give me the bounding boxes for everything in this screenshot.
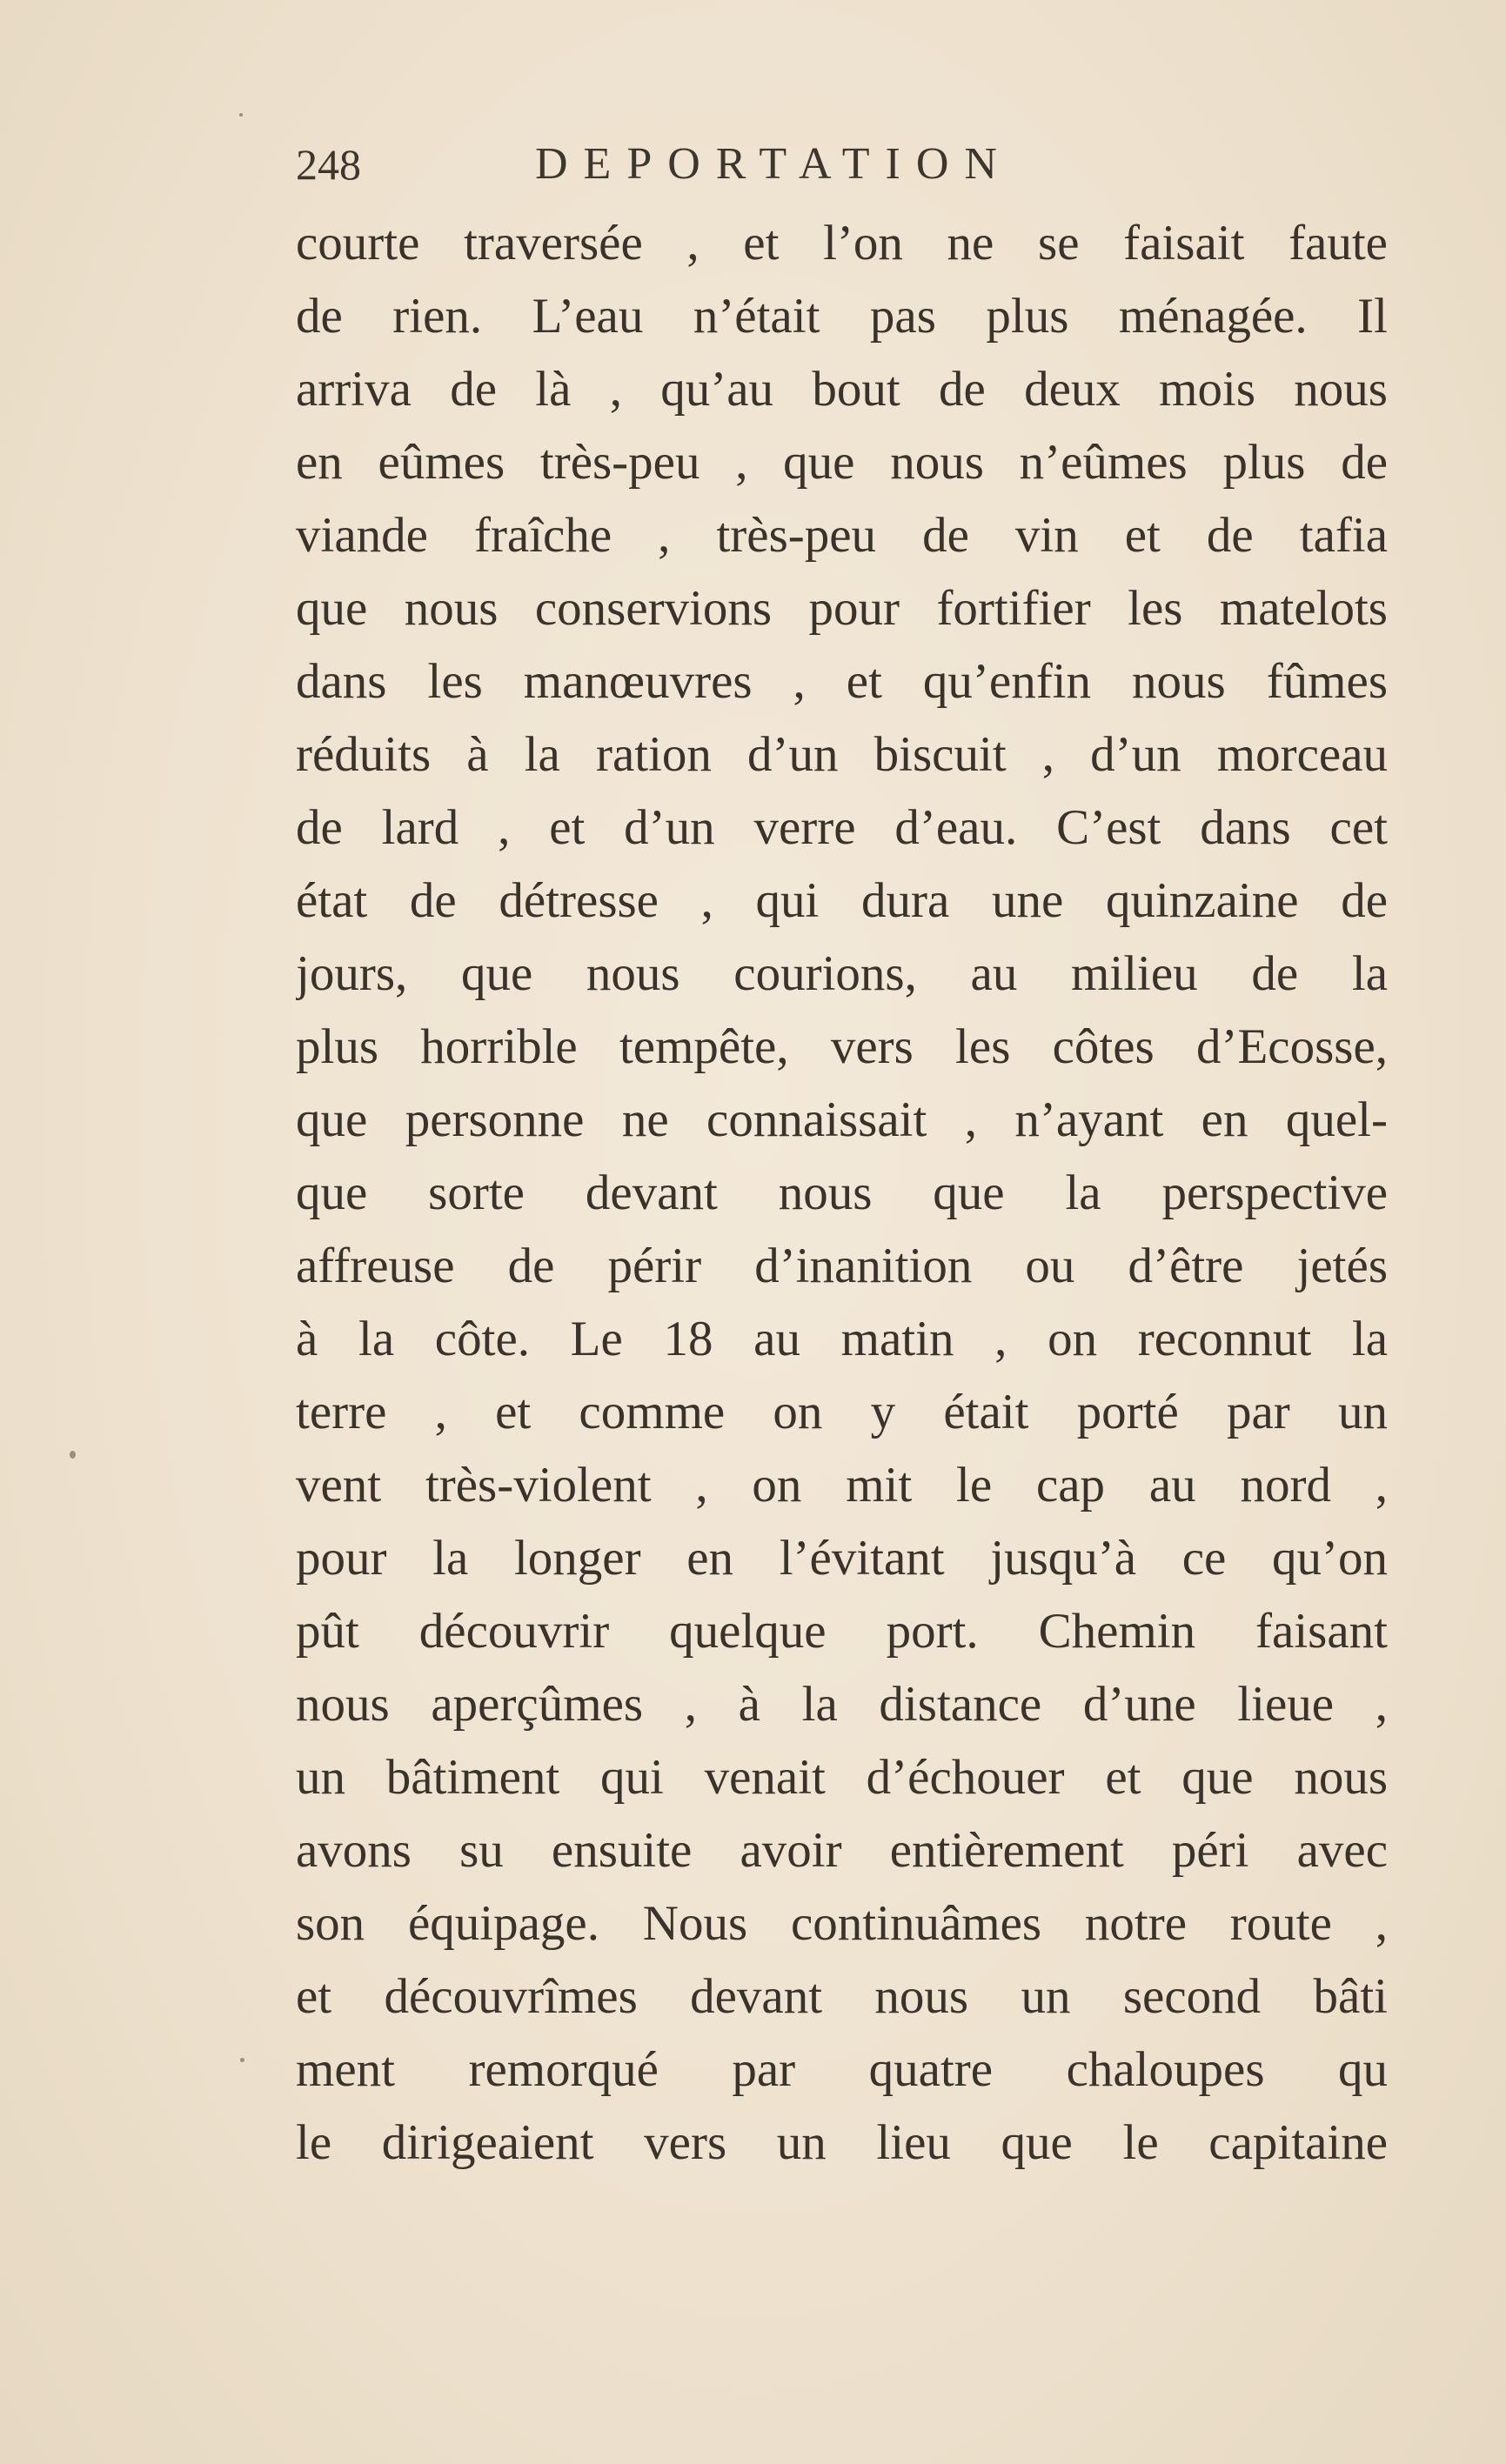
text-line: un bâtiment qui venait d’échouer et que nous xyxy=(296,1750,1388,1805)
text-line: ment remorqué par quatre chaloupes qu xyxy=(296,2042,1388,2097)
text-line: vent très-violent , on mit le cap au nord , xyxy=(296,1458,1388,1512)
text-line: dans les manœuvres , et qu’enfin nous fûmes xyxy=(296,654,1388,709)
text-line: de lard , et d’un verre d’eau. C’est dans cet xyxy=(296,800,1388,855)
text-line: réduits à la ration d’un biscuit , d’un morceau xyxy=(296,727,1388,782)
text-line: avons su ensuite avoir entièrement péri avec xyxy=(296,1823,1388,1878)
paper-speck xyxy=(70,1451,76,1459)
text-line: que personne ne connaissait , n’ayant en quel- xyxy=(296,1092,1388,1147)
text-line: et découvrîmes devant nous un second bâti xyxy=(296,1969,1388,2024)
page-header xyxy=(296,135,1166,196)
text-line: en eûmes très-peu , que nous n’eûmes plus de xyxy=(296,435,1388,490)
paper-speck xyxy=(239,113,243,117)
text-line: arriva de là , qu’au bout de deux mois nous xyxy=(296,362,1388,417)
page-number: 248 xyxy=(296,140,361,189)
text-line: le dirigeaient vers un lieu que le capitaine xyxy=(296,2115,1388,2170)
text-line: viande fraîche , très-peu de vin et de tafia xyxy=(296,508,1388,563)
text-line: affreuse de périr d’inanition ou d’être jetés xyxy=(296,1239,1388,1293)
running-title: DEPORTATION xyxy=(535,139,1013,189)
text-line: état de détresse , qui dura une quinzaine de xyxy=(296,873,1388,928)
text-line: jours, que nous courions, au milieu de la xyxy=(296,946,1388,1001)
text-line: son équipage. Nous continuâmes notre route , xyxy=(296,1896,1388,1951)
body-text xyxy=(296,207,1388,2180)
text-line: pût découvrir quelque port. Chemin faisant xyxy=(296,1604,1388,1659)
text-line: terre , et comme on y était porté par un xyxy=(296,1385,1388,1439)
text-line: nous aperçûmes , à la distance d’une lieue , xyxy=(296,1677,1388,1732)
text-line: à la côte. Le 18 au matin , on reconnut la xyxy=(296,1312,1388,1366)
paper-speck xyxy=(240,2058,244,2062)
text-line: courte traversée , et l’on ne se faisait faute xyxy=(296,216,1388,270)
text-line: que nous conservions pour fortifier les matelots xyxy=(296,581,1388,636)
text-line: plus horrible tempête, vers les côtes d’Ecosse, xyxy=(296,1019,1388,1074)
text-line: de rien. L’eau n’était pas plus ménagée. Il xyxy=(296,289,1388,344)
text-line: pour la longer en l’évitant jusqu’à ce qu’on xyxy=(296,1531,1388,1586)
text-line: que sorte devant nous que la perspective xyxy=(296,1165,1388,1220)
